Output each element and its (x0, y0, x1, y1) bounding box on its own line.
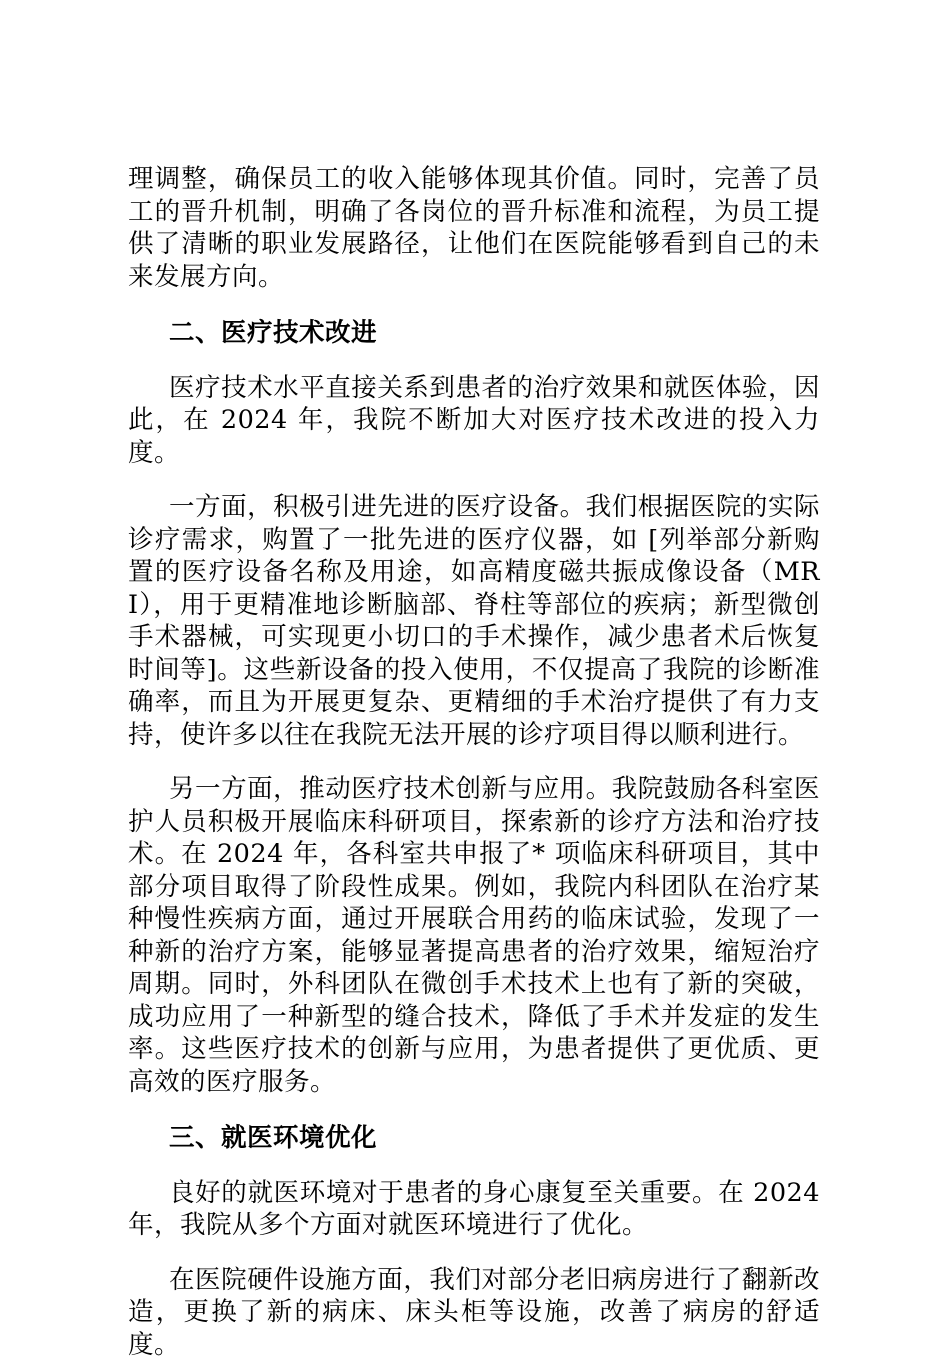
section-heading-environment: 三、就医环境优化 (128, 1122, 820, 1155)
paragraph-hardware-facilities: 在医院硬件设施方面，我们对部分老旧病房进行了翻新改造，更换了新的病床、床头柜等设施，改善了病房的舒适度。 (128, 1264, 820, 1361)
paragraph-technology-innovation: 另一方面，推动医疗技术创新与应用。我院鼓励各科室医护人员积极开展临床科研项目，探索新的诊疗方法和治疗技术。在 2024 年，各科室共申报了* 项临床科研项目，其中部分项目取得了阶段性成果。例如，我院内科团队在治疗某种慢性疾病方面，通过开展联合用药的临床试验，发现了一种新的治疗方案，能够显著提高患者的治疗效果，缩短治疗周期。同时，外科团队在微创手术技术上也有了新的突破，成功应用了一种新型的缝合技术，降低了手术并发症的发生率。这些医疗技术的创新与应用，为患者提供了更优质、更高效的医疗服务。 (128, 773, 820, 1098)
paragraph-equipment-introduction: 一方面，积极引进先进的医疗设备。我们根据医院的实际诊疗需求，购置了一批先进的医疗仪器，如 [列举部分新购置的医疗设备名称及用途，如高精度磁共振成像设备（MRI），用于更精准地诊断脑部、脊柱等部位的疾病；新型微创手术器械，可实现更小切口的手术操作，减少患者术后恢复时间等]。这些新设备的投入使用，不仅提高了我院的诊断准确率，而且为开展更复杂、更精细的手术治疗提供了有力支持，使许多以往在我院无法开展的诊疗项目得以顺利进行。 (128, 491, 820, 751)
paragraph-environment-intro: 良好的就医环境对于患者的身心康复至关重要。在 2024 年，我院从多个方面对就医环境进行了优化。 (128, 1177, 820, 1242)
paragraph-salary-adjustment: 理调整，确保员工的收入能够体现其价值。同时，完善了员工的晋升机制，明确了各岗位的晋升标准和流程，为员工提供了清晰的职业发展路径，让他们在医院能够看到自己的未来发展方向。 (128, 163, 820, 293)
section-heading-medical-technology: 二、医疗技术改进 (128, 317, 820, 350)
paragraph-technology-intro: 医疗技术水平直接关系到患者的治疗效果和就医体验，因此，在 2024 年，我院不断加大对医疗技术改进的投入力度。 (128, 372, 820, 470)
document-body (128, 163, 820, 1361)
